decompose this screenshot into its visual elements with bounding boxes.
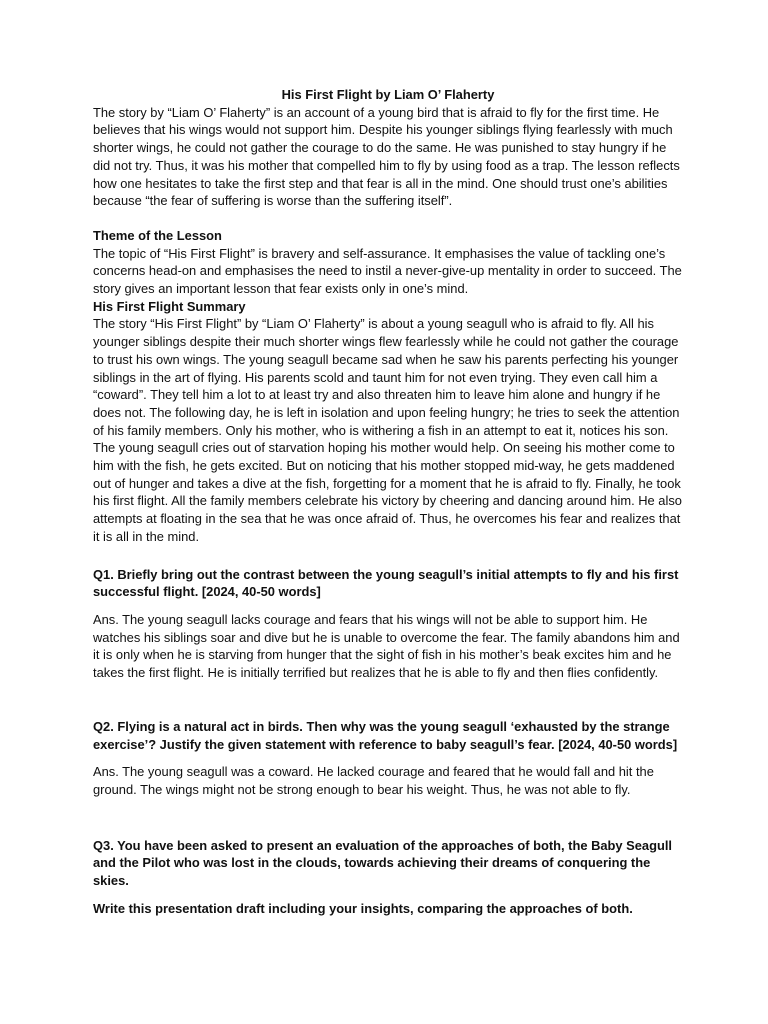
theme-paragraph: The topic of “His First Flight” is bravery and self-assurance. It emphasises the value of tackling one’s concerns head-on and emphasises the need to instil a never-give-up mentality in order to succeed. The story gives an important lesson that fear exists only in one’s mind.	[93, 245, 682, 297]
summary-heading: His First Flight Summary	[93, 298, 246, 314]
spacer	[93, 799, 683, 837]
q2-question: Q2. Flying is a natural act in birds. Then why was the young seagull ‘exhausted by the strange exercise’? Justify the given statement with reference to baby seagull’s fear. [2024, 40-50 words]	[93, 718, 678, 752]
intro-paragraph: The story by “Liam O’ Flaherty” is an account of a young bird that is afraid to fly for the first time. He believes that his wings would not support him. Despite his younger siblings flying fearlessly with much shorter wings, he could not gather the courage to do the same. He was punished to stay hungry if he did not try. Thus, it was his mother that compelled him to fly by using food as a trap. The lesson reflects how one hesitates to take the first step and that fear is all in the mind. One should trust one’s abilities because “the fear of suffering is worse than the suffering itself”.	[93, 104, 680, 209]
q1-question: Q1. Briefly bring out the contrast between the young seagull’s initial attempts to fly and his first successful flight. [2024, 40-50 words]	[93, 566, 679, 600]
spacer	[93, 753, 683, 763]
spacer	[93, 682, 683, 718]
q3-question: Q3. You have been asked to present an evaluation of the approaches of both, the Baby Seagull and the Pilot who was lost in the clouds, towards achieving their dreams of conquering the skies.	[93, 837, 673, 889]
theme-heading: Theme of the Lesson	[93, 227, 222, 243]
spacer	[93, 210, 683, 227]
document-title: His First Flight by Liam O’ Flaherty	[281, 87, 495, 102]
summary-paragraph: The story “His First Flight” by “Liam O’ Flaherty” is about a young seagull who is afraid to fly. All his younger siblings despite their much shorter wings flew fearlessly while he could not gather the courage to trust his own wings. The young seagull became sad when he saw his parents perfecting his younger siblings in the art of flying. His parents scold and taunt him for not even trying. They even call him a “coward”. They tell him a lot to at least try and also threaten him to leave him alone and hungry if he does not. The following day, he is left in isolation and upon feeling hungry; he tries to seek the attention of his family members. Only his mother, who is withering a fish in an attempt to eat it, notices his son. The young seagull cries out of starvation hoping his mother would help. On seeing his mother come to him with the fish, he gets excited. But on noticing that his mother stopped mid-way, he gets maddened out of hunger and takes a dive at the fish, forgetting for a moment that he is afraid to fly. Finally, he took his first flight. All the family members celebrate his victory by cheering and dancing around him. He also attempts at floating in the sea that he was once afraid of. Thus, he overcomes his fear and realizes that it is all in the mind.	[93, 316, 682, 544]
spacer	[93, 890, 683, 900]
spacer	[93, 601, 683, 611]
q3-instruction: Write this presentation draft including your insights, comparing the approaches of both.	[93, 900, 633, 916]
q2-answer: Ans. The young seagull was a coward. He lacked courage and feared that he would fall and hit the ground. The wings might not be strong enough to bear his weight. Thus, he was not able to fly.	[93, 764, 654, 797]
document-page	[93, 86, 683, 917]
q1-answer: Ans. The young seagull lacks courage and fears that his wings will not be able to support him. He watches his siblings soar and dive but he is unable to overcome the fear. The family abandons him and it is only when he is starving from hunger that the sight of fish in his mother’s beak excites him and he takes the first flight. He is initially terrified but realizes that he is able to fly and then flies confidently.	[93, 611, 680, 681]
spacer	[93, 546, 683, 566]
